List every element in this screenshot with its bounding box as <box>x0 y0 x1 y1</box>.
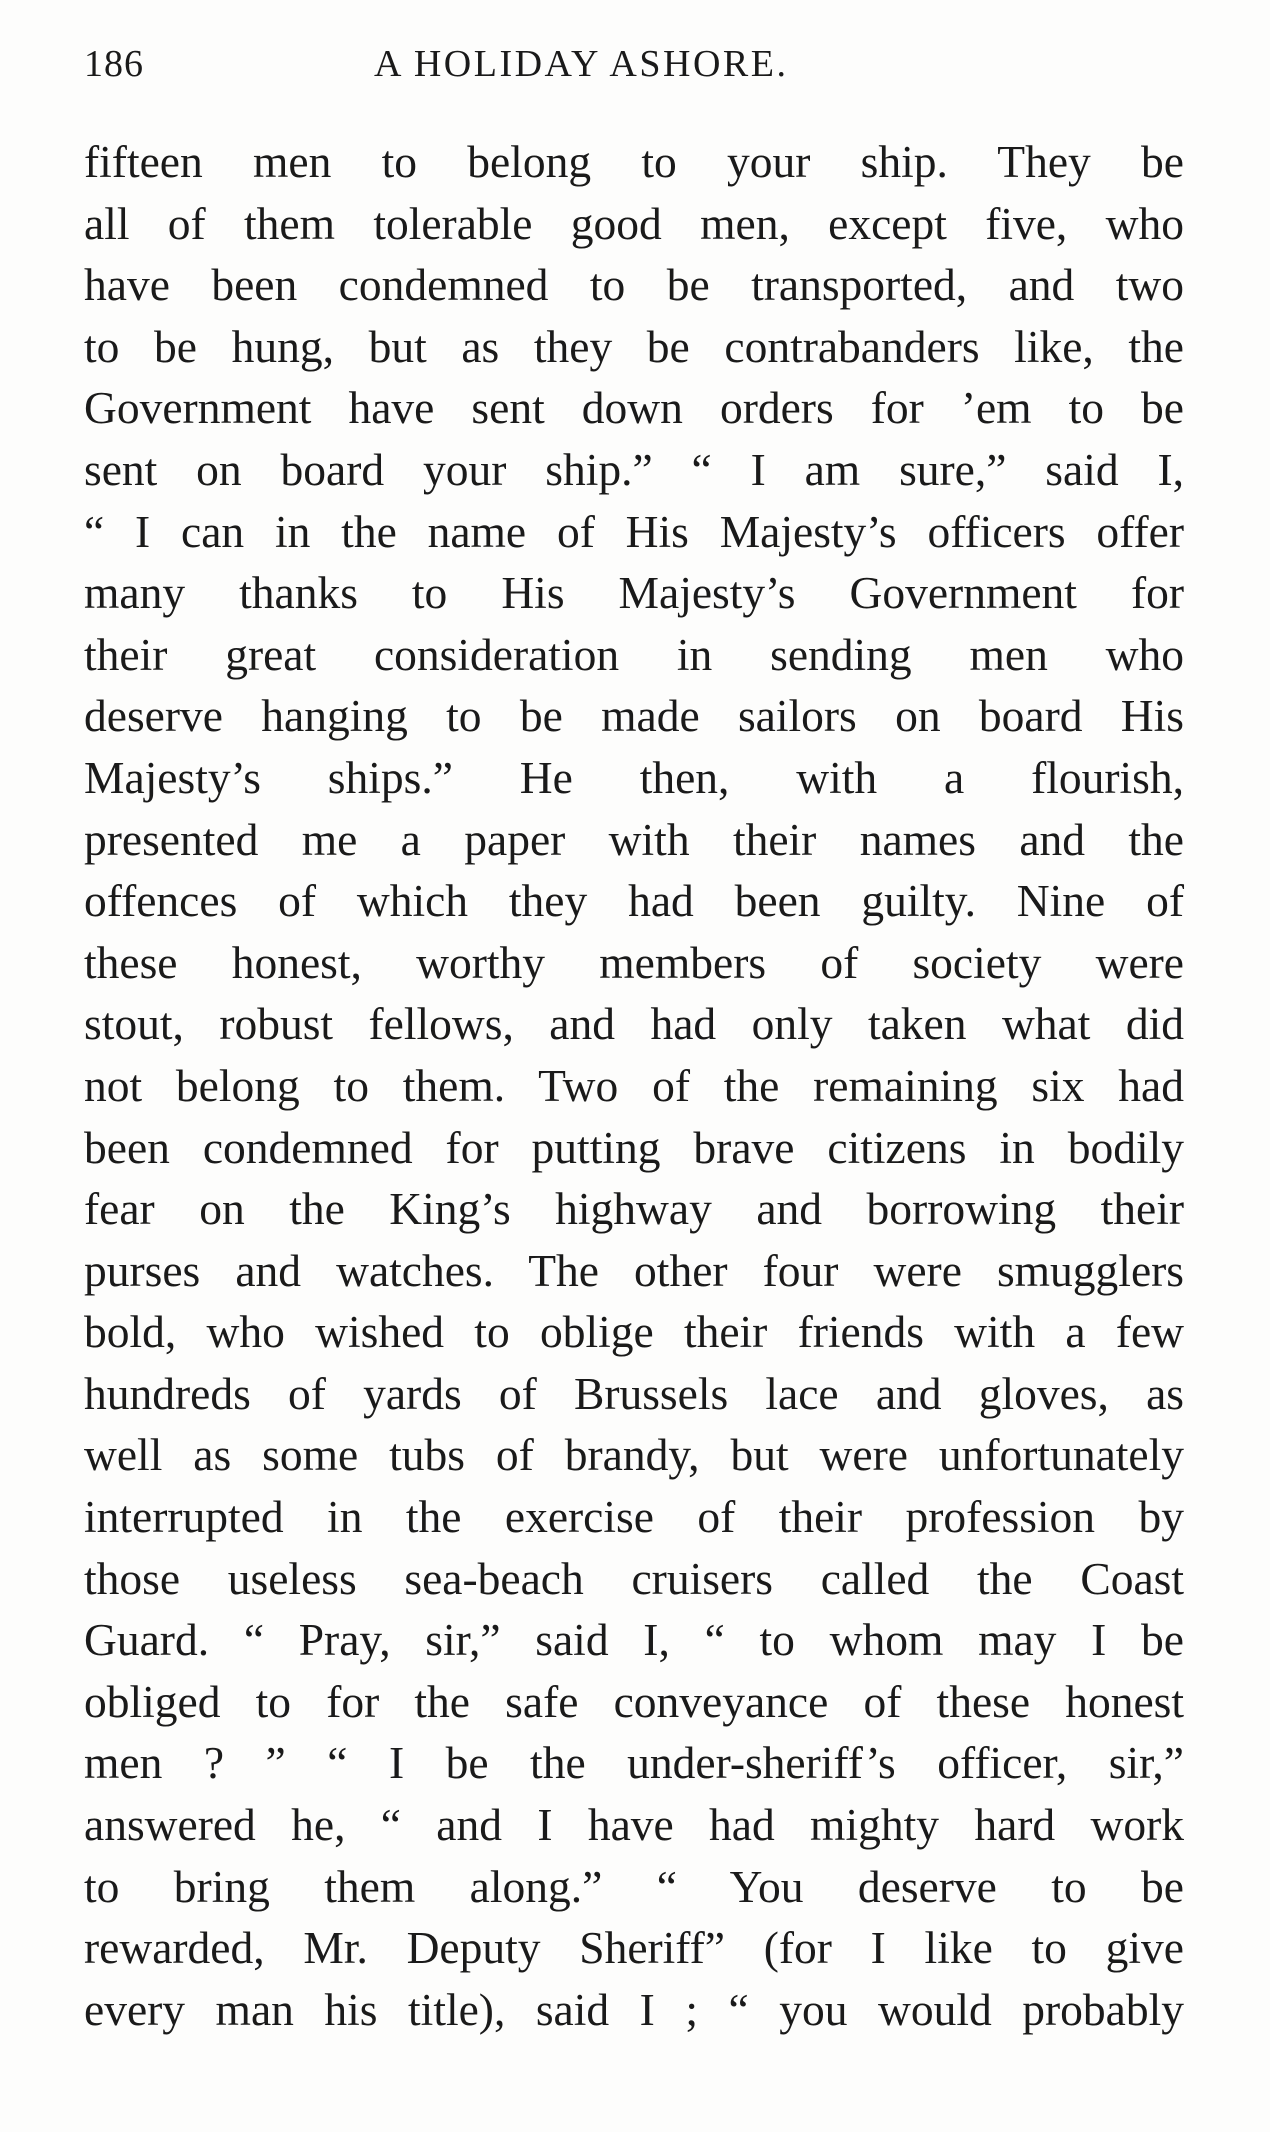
text-line: rewarded, Mr. Deputy Sheriff” (for I like to give <box>84 1922 1184 1974</box>
text-line: deserve hanging to be made sailors on board His <box>84 690 1184 742</box>
text-line: Government have sent down orders for ’em to be <box>84 382 1184 434</box>
text-line: hundreds of yards of Brussels lace and gloves, as <box>84 1367 1184 1419</box>
text-line: fear on the King’s highway and borrowing their <box>84 1183 1184 1235</box>
text-line: fifteen men to belong to your ship. They be <box>84 136 1184 187</box>
text-line: these honest, worthy members of society were <box>84 936 1184 988</box>
text-line: every man his title), said I ; “ you would probably <box>84 1983 1184 2035</box>
text-line: been condemned for putting brave citizens in bodily <box>84 1121 1184 1173</box>
text-line: interrupted in the exercise of their profession by <box>84 1491 1184 1543</box>
text-line: sent on board your ship.” “ I am sure,” said I, <box>84 443 1184 495</box>
text-line: all of them tolerable good men, except five, who <box>84 197 1184 249</box>
text-line: stout, robust fellows, and had only taken what did <box>84 998 1184 1050</box>
running-title: A HOLIDAY ASHORE. <box>374 43 789 85</box>
text-line: bold, who wished to oblige their friends with a few <box>84 1306 1184 1358</box>
text-line: their great consideration in sending men who <box>84 628 1184 680</box>
running-head <box>84 42 1184 102</box>
text-line: have been condemned to be transported, and two <box>84 259 1184 311</box>
text-line: men ? ” “ I be the under-sheriff’s officer, sir,” <box>84 1737 1184 1789</box>
text-line: purses and watches. The other four were smugglers <box>84 1244 1184 1296</box>
text-line: Guard. “ Pray, sir,” said I, “ to whom may I be <box>84 1614 1184 1666</box>
page-number: 186 <box>84 43 144 85</box>
text-line: well as some tubs of brandy, but were unfortunately <box>84 1429 1184 1481</box>
text-line: to bring them along.” “ You deserve to be <box>84 1860 1184 1912</box>
text-line: those useless sea-beach cruisers called the Coast <box>84 1552 1184 1604</box>
text-line: many thanks to His Majesty’s Government for <box>84 567 1184 619</box>
text-line: obliged to for the safe conveyance of these honest <box>84 1675 1184 1727</box>
text-line: “ I can in the name of His Majesty’s officers offer <box>84 505 1184 557</box>
text-line: presented me a paper with their names and the <box>84 813 1184 865</box>
body-text <box>84 131 1184 2040</box>
text-line: offences of which they had been guilty. Nine of <box>84 875 1184 927</box>
text-line: not belong to them. Two of the remaining six had <box>84 1059 1184 1111</box>
text-line: Majesty’s ships.” He then, with a flourish, <box>84 751 1184 803</box>
text-line: answered he, “ and I have had mighty hard work <box>84 1799 1184 1851</box>
text-line: to be hung, but as they be contrabanders like, the <box>84 320 1184 372</box>
